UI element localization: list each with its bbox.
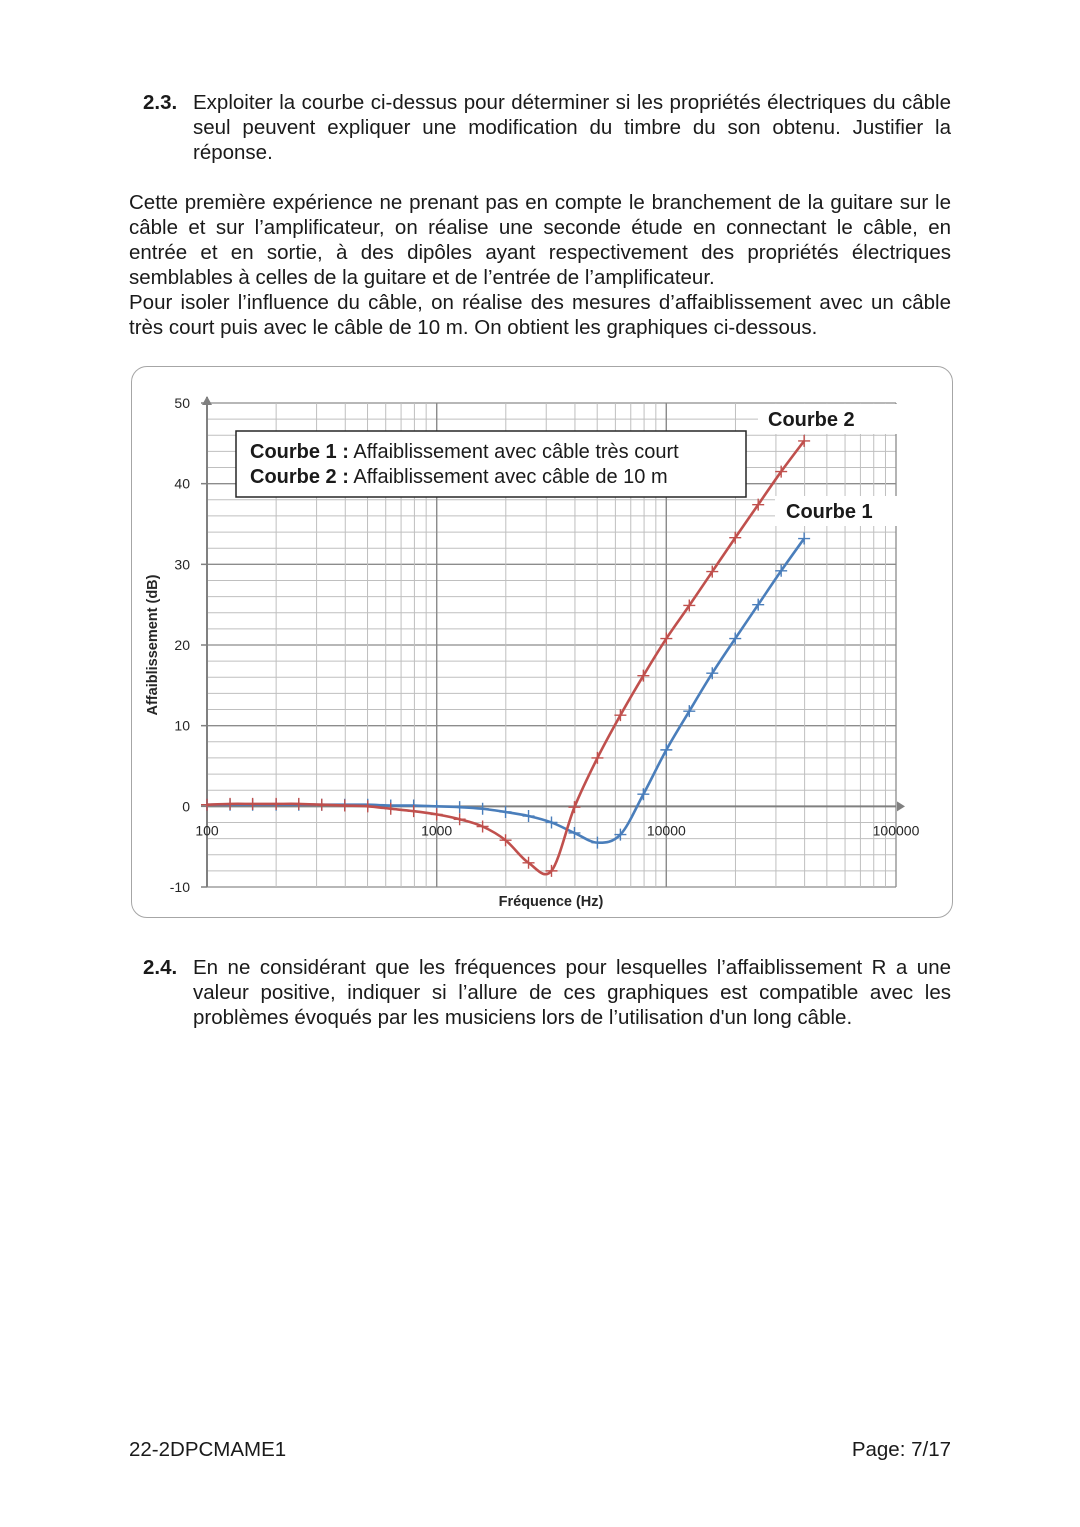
footer-page-number: Page: 7/17 — [851, 1438, 951, 1461]
data-point-marker — [660, 744, 672, 756]
x-tick-label: 10000 — [646, 822, 686, 839]
intro-paragraph-1: Cette première expérience ne prenant pas en compte le branchement de la guitare sur le câble et sur l’amplificateur, on réalise une seconde étude en connectant le câble, en entrée et en sortie, à des dipôles ayant respectivement des propriétés électriques semblables à celles de la guitare et de l’entrée de l’amplificateur. — [129, 191, 951, 289]
data-point-marker — [614, 709, 626, 721]
x-axis-arrow — [897, 801, 905, 811]
data-point-marker — [500, 806, 512, 818]
footer-code: 22-2DPCMAME1 — [129, 1438, 287, 1461]
y-tick-label: 40 — [174, 475, 190, 492]
y-axis-title: Affaiblissement (dB) — [145, 574, 161, 716]
data-point-marker — [247, 798, 259, 810]
x-tick-label: 100000 — [872, 822, 920, 839]
data-point-marker — [568, 827, 580, 839]
data-point-marker — [362, 800, 374, 812]
data-point-marker — [477, 803, 489, 815]
data-point-marker — [545, 816, 557, 828]
question-text: En ne considérant que les fréquences pour lesquelles l’affaiblissement R a une valeur positive, indiquer si l’allure de ces graphiques est compatible avec les problèmes évoqués par les musiciens lors de l’utilisation d'un long câble. — [193, 956, 951, 1029]
data-point-marker — [316, 799, 328, 811]
x-tick-label: 100 — [195, 822, 219, 839]
intro-paragraph-2: Pour isoler l’influence du câble, on réalise des mesures d’affaiblissement avec un câble très court puis avec le câble de 10 m. On obtient les graphiques ci-dessous. — [129, 291, 951, 339]
y-tick-label: 50 — [174, 395, 190, 411]
data-point-marker — [201, 799, 213, 811]
y-tick-label: -10 — [169, 879, 190, 895]
data-point-marker — [523, 810, 535, 822]
chart-text — [145, 395, 920, 910]
legend-entry: Courbe 1 : Affaiblissement avec câble très court — [250, 441, 679, 463]
data-point-marker — [293, 798, 305, 810]
data-point-marker — [454, 801, 466, 813]
question-text: Exploiter la courbe ci-dessus pour déterminer si les propriétés électriques du câble seul peuvent expliquer une modification du timbre du son obtenu. Justifier la réponse. — [193, 91, 951, 164]
data-point-marker — [224, 798, 236, 810]
legend-entry: Courbe 2 : Affaiblissement avec câble de 10 m — [250, 466, 668, 488]
y-tick-label: 30 — [174, 556, 190, 573]
data-point-marker — [591, 752, 603, 764]
x-axis-title: Fréquence (Hz) — [498, 894, 604, 910]
x-tick-label: 1000 — [421, 822, 453, 839]
data-point-marker — [568, 801, 580, 813]
data-point-marker — [339, 800, 351, 812]
data-point-marker — [637, 670, 649, 682]
question-number: 2.3. — [143, 91, 178, 114]
data-point-marker — [683, 705, 695, 717]
question-2-4 — [143, 955, 951, 1030]
data-point-marker — [270, 798, 282, 810]
data-point-marker — [431, 808, 443, 820]
y-tick-label: 20 — [174, 637, 190, 653]
data-point-marker — [454, 813, 466, 825]
y-tick-label: 10 — [174, 717, 190, 734]
curve-2-label: Courbe 2 — [768, 409, 855, 431]
question-number: 2.4. — [143, 956, 178, 979]
curve-1-label: Courbe 1 — [786, 501, 873, 523]
y-tick-label: 0 — [182, 798, 190, 815]
